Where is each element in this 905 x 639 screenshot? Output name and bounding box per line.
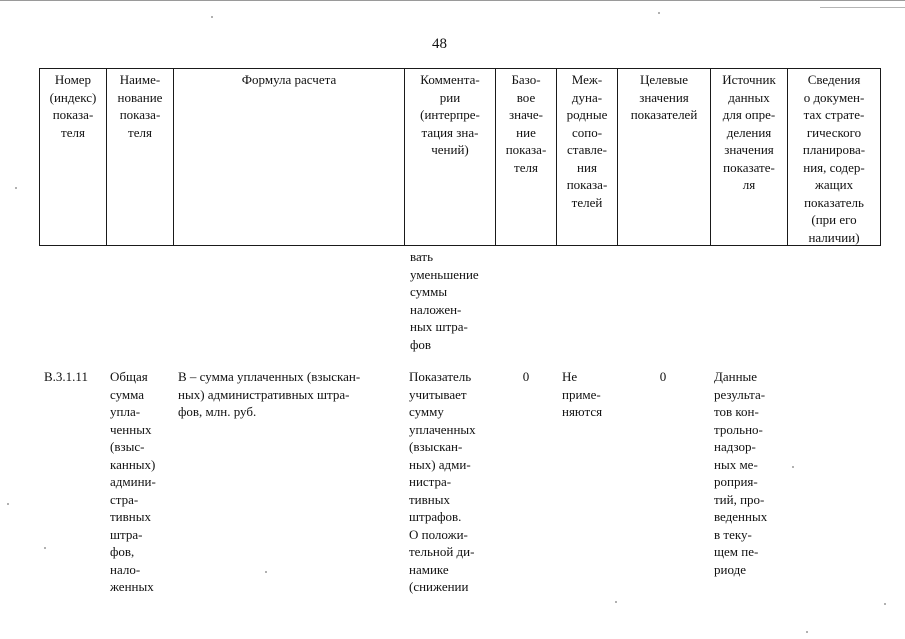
table-header xyxy=(39,68,881,246)
header-international: Меж- дуна- родные сопо- ставле- ния показа- телей xyxy=(566,72,608,210)
scan-speck xyxy=(884,603,886,605)
scan-speck xyxy=(15,187,17,189)
row-international: Не приме- няются xyxy=(562,369,603,419)
header-formula: Формула расчета xyxy=(241,72,337,87)
row-base-value: 0 xyxy=(522,369,530,384)
row-name: Общая сумма упла- ченных (взыс- канных) админи- стра- тивных штра- фов, нало- женных xyxy=(110,369,156,594)
row-target: 0 xyxy=(659,369,667,384)
header-target-values: Целевые значения показателей xyxy=(630,72,698,122)
row-index: В.3.1.11 xyxy=(44,369,88,384)
page-number: 48 xyxy=(432,36,447,52)
scan-speck xyxy=(44,547,46,549)
comment-continuation: вать уменьшение суммы наложен- ных штра- фов xyxy=(410,249,479,352)
header-data-source: Источник данных для опре- деления значения показате- ля xyxy=(722,72,776,192)
scan-speck xyxy=(211,16,213,18)
header-divider xyxy=(173,69,174,245)
scan-speck xyxy=(615,601,617,603)
scan-speck xyxy=(265,571,267,573)
scan-top-edge xyxy=(0,0,905,1)
header-strategic-docs: Сведения о докумен- тах страте- гического планирова- ния, содер- жащих показатель (при его наличии) xyxy=(802,72,866,245)
row-formula: В – сумма уплаченных (взыскан- ных) административных штра- фов, млн. руб. xyxy=(178,369,361,419)
header-comments: Коммента- рии (интерпре- тация зна- чений) xyxy=(420,72,480,157)
header-base-value: Базо- вое значе- ние показа- теля xyxy=(505,72,547,175)
row-comment: Показатель учитывает сумму уплаченных (взыскан- ных) адми- нистра- тивных штрафов. О положи- тельной ди- намике (снижении xyxy=(409,369,476,594)
row-source: Данные результа- тов кон- трольно- надзор- ных ме- роприя- тий, про- веденных в теку- щем пе- риоде xyxy=(714,369,768,577)
scan-speck xyxy=(806,631,808,633)
scan-speck xyxy=(658,12,660,14)
header-index: Номер (индекс) показа- теля xyxy=(49,72,97,140)
scan-top-edge-fragment xyxy=(820,7,905,8)
header-name: Наиме- нование показа- теля xyxy=(117,72,163,140)
scan-speck xyxy=(792,466,794,468)
scan-speck xyxy=(7,503,9,505)
